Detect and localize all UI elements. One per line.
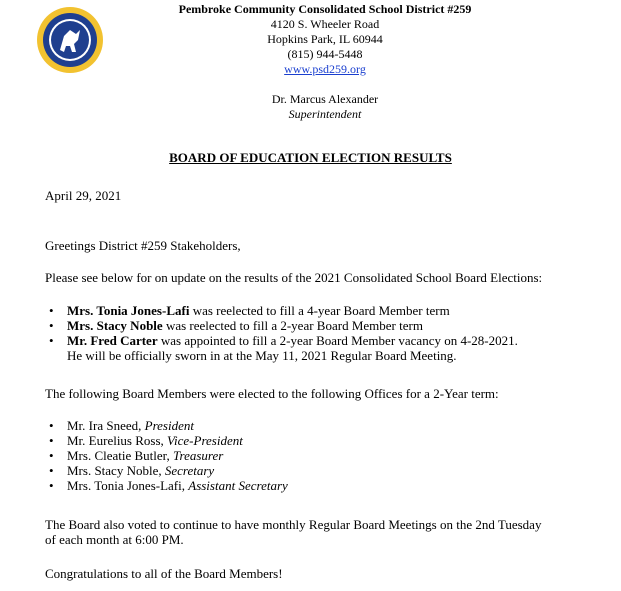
list-item: [45, 463, 605, 478]
officer-name: Mrs. Stacy Noble,: [67, 463, 165, 478]
result-text-continued: He will be officially sworn in at the May 11, 2021 Regular Board Meeting.: [67, 348, 457, 363]
meetings-line-2: of each month at 6:00 PM.: [45, 532, 184, 547]
meetings-line-1: The Board also voted to continue to have monthly Regular Board Meetings on the 2nd Tuesday: [45, 517, 542, 532]
letter-date: April 29, 2021: [45, 188, 122, 203]
member-name: Mrs. Tonia Jones-Lafi: [67, 303, 190, 318]
bullet: •: [49, 463, 54, 478]
list-item: [45, 433, 605, 448]
bullet: •: [49, 478, 54, 493]
bullet: •: [49, 333, 54, 348]
closing-line: Congratulations to all of the Board Members!: [45, 566, 283, 581]
office-title: Treasurer: [173, 448, 224, 463]
list-item: [45, 318, 605, 333]
phone-number: (815) 944-5448: [287, 47, 363, 61]
bullet: •: [49, 418, 54, 433]
bullet: •: [49, 303, 54, 318]
officer-name: Mrs. Cleatie Butler,: [67, 448, 173, 463]
result-text: was appointed to fill a 2-year Board Member vacancy on 4-28-2021.: [157, 333, 518, 348]
officer-name: Mr. Ira Sneed,: [67, 418, 145, 433]
office-title: Secretary: [164, 463, 215, 478]
election-results-list: [45, 303, 605, 363]
superintendent-name: Dr. Marcus Alexander: [271, 92, 379, 106]
offices-list: [45, 418, 605, 493]
address-line-2: Hopkins Park, IL 60944: [267, 32, 383, 46]
list-item: [45, 418, 605, 433]
result-text: was reelected to fill a 4-year Board Member term: [189, 303, 450, 318]
page-title: BOARD OF EDUCATION ELECTION RESULTS: [169, 150, 452, 165]
address-line-1: 4120 S. Wheeler Road: [270, 17, 380, 31]
bullet: •: [49, 448, 54, 463]
district-seal-icon: [36, 6, 104, 74]
office-title: President: [144, 418, 194, 433]
office-title: Vice-President: [167, 433, 243, 448]
member-name: Mrs. Stacy Noble: [67, 318, 163, 333]
district-name: Pembroke Community Consolidated School District #259: [178, 2, 472, 16]
officer-name: Mrs. Tonia Jones-Lafi,: [67, 478, 189, 493]
offices-intro: The following Board Members were elected to the following Offices for a 2-Year term:: [45, 386, 499, 401]
letterhead: [160, 2, 490, 122]
website-link[interactable]: www.psd259.org: [284, 62, 366, 76]
superintendent-title: Superintendent: [288, 107, 362, 121]
list-item: [45, 333, 605, 363]
list-item: [45, 303, 605, 318]
result-text: was reelected to fill a 2-year Board Member term: [162, 318, 423, 333]
meetings-paragraph: [45, 517, 605, 547]
member-name: Mr. Fred Carter: [67, 333, 158, 348]
bullet: •: [49, 318, 54, 333]
bullet: •: [49, 433, 54, 448]
intro-paragraph: Please see below for on update on the results of the 2021 Consolidated School Board Elections:: [45, 270, 543, 285]
list-item: [45, 448, 605, 463]
officer-name: Mr. Eurelius Ross,: [67, 433, 168, 448]
list-item: [45, 478, 605, 493]
office-title: Assistant Secretary: [188, 478, 288, 493]
greeting: Greetings District #259 Stakeholders,: [45, 238, 241, 253]
